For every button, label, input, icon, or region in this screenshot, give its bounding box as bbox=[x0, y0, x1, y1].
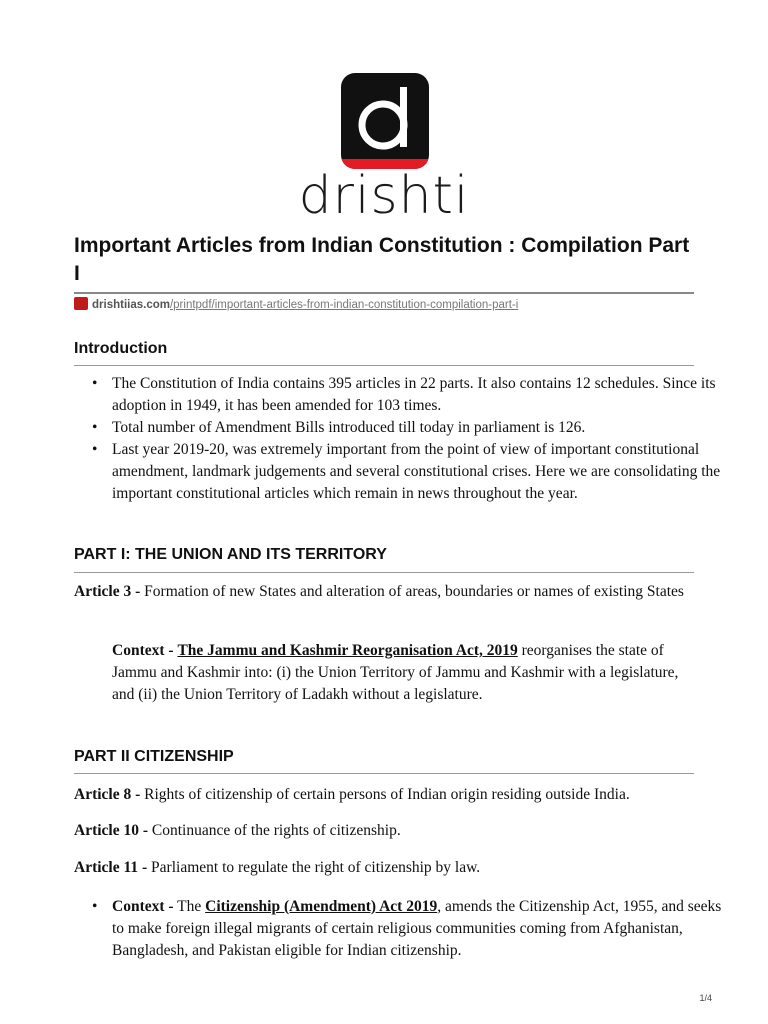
brand-wordmark: drishti bbox=[298, 166, 470, 226]
source-domain[interactable]: drishtiias.com bbox=[92, 299, 170, 311]
site-favicon-icon bbox=[74, 297, 88, 310]
context-label: Context - bbox=[112, 642, 174, 659]
list-item: • Total number of Amendment Bills introduced till today in parliament is 126. bbox=[112, 417, 732, 439]
article-text: Continuance of the rights of citizenship. bbox=[148, 822, 401, 839]
section-divider bbox=[74, 365, 694, 366]
citizenship-context-list bbox=[74, 896, 732, 962]
article-text: Formation of new States and alteration of areas, boundaries or names of existing States bbox=[140, 583, 684, 600]
section-divider bbox=[74, 572, 694, 573]
context-pre: The bbox=[173, 898, 206, 915]
list-item: • Last year 2019-20, was extremely important from the point of view of important constitutional amendment, landmark judgements and several constitutional crises. Here we are consolidating the important constitutional articles which remain in news throughout the year. bbox=[112, 439, 732, 505]
context-label: Context - bbox=[112, 898, 174, 915]
article-3 bbox=[74, 581, 694, 603]
section-divider bbox=[74, 773, 694, 774]
article-10 bbox=[74, 820, 694, 842]
article-8 bbox=[74, 784, 694, 806]
article-text: Rights of citizenship of certain persons of Indian origin residing outside India. bbox=[140, 786, 630, 803]
source-line[interactable] bbox=[74, 297, 518, 311]
list-item: • The Constitution of India contains 395 articles in 22 parts. It also contains 12 schedules. Since its adoption in 1949, it has been amended for 103 times. bbox=[112, 373, 732, 417]
drishti-logo-icon bbox=[341, 73, 429, 169]
letter-d-icon bbox=[341, 73, 429, 169]
caa-2019-link[interactable]: Citizenship (Amendment) Act 2019 bbox=[205, 898, 438, 915]
intro-bullet-list bbox=[74, 373, 732, 505]
jk-reorganisation-act-link[interactable]: The Jammu and Kashmir Reorganisation Act, 2019 bbox=[177, 642, 518, 659]
page-title: Important Articles from Indian Constitution : Compilation Part I bbox=[74, 234, 690, 285]
article-label: Article 8 - bbox=[74, 786, 141, 803]
context-jk bbox=[112, 640, 694, 706]
article-11 bbox=[74, 857, 694, 879]
title-divider bbox=[74, 292, 694, 294]
source-path[interactable]: /printpdf/important-articles-from-indian-constitution-compilation-part-i bbox=[169, 299, 519, 311]
section-heading-introduction: Introduction bbox=[74, 340, 168, 357]
article-label: Article 3 - bbox=[74, 583, 141, 600]
context-text: reorganises the state of Jammu and Kashmir into: (i) the Union Territory of Jammu and Kashmir with a legislature, and (ii) the Union Territory of Ladakh without a legislature. bbox=[112, 642, 679, 703]
section-heading-part1: PART I: THE UNION AND ITS TERRITORY bbox=[74, 546, 387, 563]
article-label: Article 11 - bbox=[74, 859, 148, 876]
list-item bbox=[112, 896, 732, 962]
context-text: , amends the Citizenship Act, 1955, and seeks to make foreign illegal migrants of certain religious communities coming from Afghanistan, Bangladesh, and Pakistan eligible for Indian citizenship. bbox=[112, 898, 722, 959]
article-label: Article 10 - bbox=[74, 822, 149, 839]
article-text: Parliament to regulate the right of citizenship by law. bbox=[147, 859, 481, 876]
page-number: 1/4 bbox=[699, 993, 712, 1003]
section-heading-part2: PART II CITIZENSHIP bbox=[74, 748, 234, 765]
